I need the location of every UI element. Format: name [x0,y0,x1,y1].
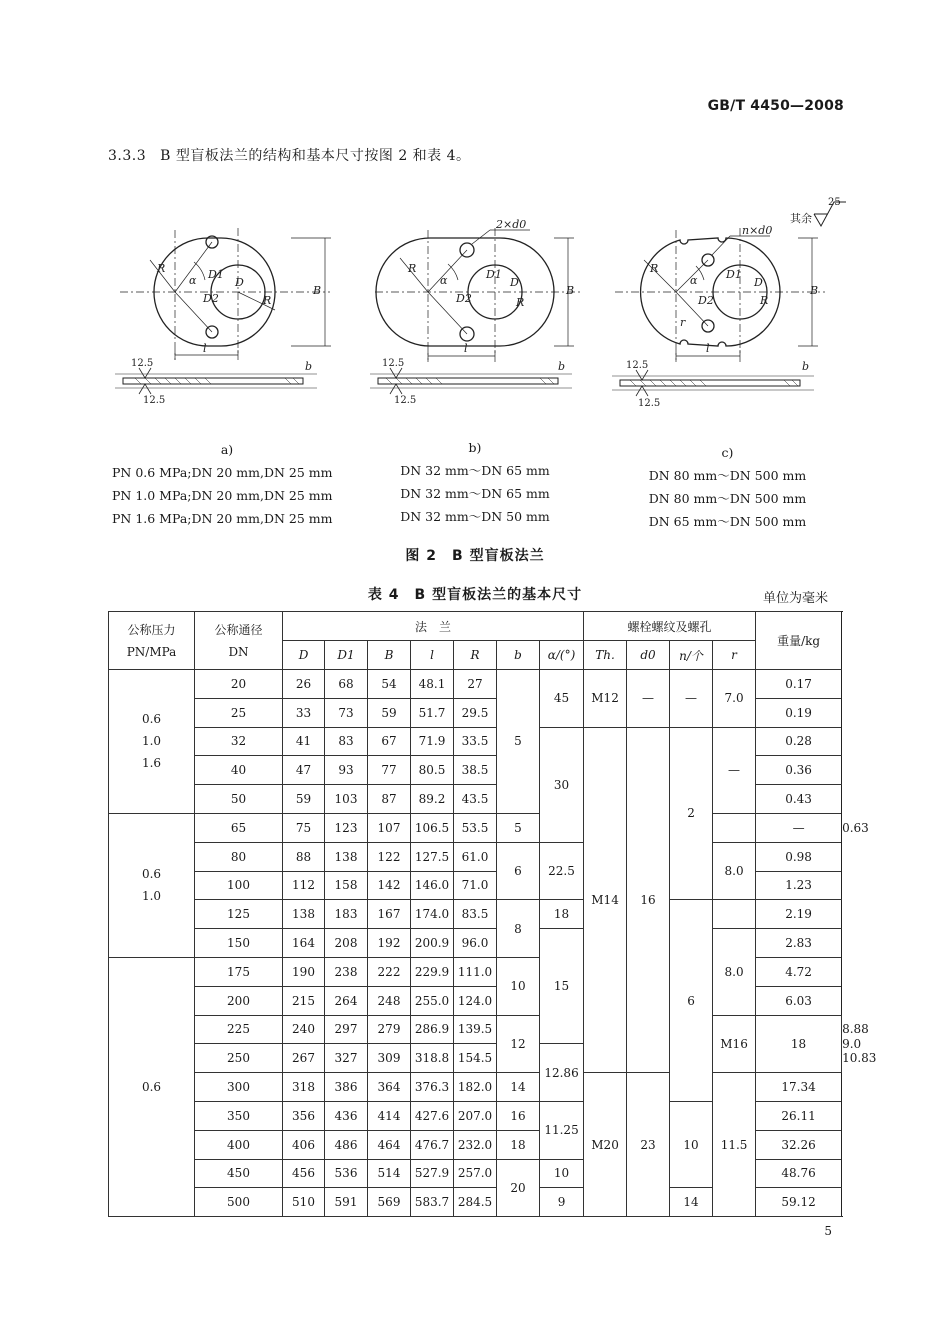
cell-weight: 26.11 [756,1101,842,1130]
label-B: B [566,284,575,297]
cell-D1: 264 [325,986,368,1015]
cell-l: 146.0 [411,871,454,900]
label-D: D [754,276,763,289]
cell-R: 257.0 [454,1159,497,1188]
cell-R: 29.5 [454,698,497,727]
subfigure-b-line: DN 32 mm～DN 65 mm [400,486,550,501]
cell-D: 190 [283,957,325,986]
cell-b: 8 [497,900,540,958]
cell-th: M20 [584,1073,627,1217]
label-D2: D2 [203,292,219,305]
cell-dn: 125 [195,900,283,929]
cell-th: M14 [584,727,627,1073]
cell-dn: 65 [195,813,283,842]
page-number: 5 [824,1224,832,1238]
cell-dn: 400 [195,1130,283,1159]
cell-b: 5 [497,813,540,842]
cell-D: 59 [283,785,325,814]
cell-D: 33 [283,698,325,727]
label-r: r [680,316,686,329]
cell-weight: 2.19 [756,900,842,929]
label-l: l [203,342,207,355]
cell-D1: 138 [325,842,368,871]
cell-alpha: 9 [540,1188,584,1217]
cell-weight: 59.12 [756,1188,842,1217]
header-r: r [713,641,756,670]
table-row: 225 240 297 279 286.9 139.5 12 M16 18 9.0 8.88 [109,1015,842,1044]
cell-dn: 50 [195,785,283,814]
cell-weight: 0.19 [756,698,842,727]
cell-weight: 1.23 [756,871,842,900]
cell-alpha: 11.25 [540,1101,584,1159]
subfigure-a-line: PN 1.0 MPa;DN 20 mm,DN 25 mm [112,488,333,503]
cell-dn: 250 [195,1044,283,1073]
cell-D: 510 [283,1188,325,1217]
cell-b: 14 [497,1073,540,1102]
cell-D1: 386 [325,1073,368,1102]
cell-D1: 83 [325,727,368,756]
cell-weight: 17.34 [756,1073,842,1102]
table-row [109,842,842,871]
cell-th: M12 [584,670,627,728]
label-R: R [157,262,166,275]
cell-alpha: 12.86 [540,1044,584,1102]
cell-D1: 591 [325,1188,368,1217]
cell-l: 106.5 [411,813,454,842]
cell-R: 43.5 [454,785,497,814]
cell-R: 83.5 [454,900,497,929]
cell-alpha: 22.5 [540,842,584,900]
cell-dn: 225 [195,1015,283,1044]
label-R-small: R [760,294,769,307]
cell-D1: 68 [325,670,368,699]
cell-D: 138 [283,900,325,929]
cell-l: 51.7 [411,698,454,727]
header-n: n/个 [670,641,713,670]
cell-b: 10 [497,957,540,1015]
cell-l: 80.5 [411,756,454,785]
header-D1: D1 [325,641,368,670]
flange-drawing-c [600,200,850,420]
label-l: l [706,342,710,355]
roughness-back-a: 12.5 [143,395,166,406]
cell-D: 456 [283,1159,325,1188]
cell-R: 124.0 [454,986,497,1015]
pn-group-2 [109,813,195,957]
table-title: 表 4 B 型盲板法兰的基本尺寸 [367,587,583,603]
label-D1: D1 [726,268,742,281]
header-dn-unit: DN [228,644,249,659]
cell-weight: 0.36 [756,756,842,785]
cell-weight: 32.26 [756,1130,842,1159]
header-B: B [368,641,411,670]
cell-B: 248 [368,986,411,1015]
figure-a-drawing [105,200,355,420]
cell-dn: 100 [195,871,283,900]
pn-group-1 [109,670,195,814]
clause-paragraph [108,145,471,165]
flange-drawing-a [105,200,355,420]
header-l: l [411,641,454,670]
cell-dn: 150 [195,929,283,958]
roughness-back-c: 12.5 [638,398,661,409]
subfigure-c-line: DN 65 mm～DN 500 mm [648,514,807,529]
label-D: D [235,276,244,289]
cell-dn: 20 [195,670,283,699]
cell-alpha: 45 [540,670,584,728]
table-header-row [109,612,842,641]
pn-group-3 [109,957,195,1216]
cell-alpha-empty [713,813,756,842]
table-row [109,727,842,756]
subfigure-c-caption [640,441,815,533]
cell-l: 318.8 [411,1044,454,1073]
cell-D: 88 [283,842,325,871]
cell-d0: 23 [627,1073,670,1217]
header-dn-label: 公称通径 [214,622,263,637]
cell-B: 77 [368,756,411,785]
pn-value: 1.0 [141,889,162,904]
cell-R: 207.0 [454,1101,497,1130]
cell-d0: — [627,670,670,728]
cell-l: 527.9 [411,1159,454,1188]
cell-dn: 200 [195,986,283,1015]
cell-l: 286.9 [411,1015,454,1044]
cell-D: 164 [283,929,325,958]
cell-B: 192 [368,929,411,958]
label-b: b [802,360,810,373]
pn-value: 1.0 [141,734,162,749]
cell-D1: 536 [325,1159,368,1188]
cell-r: 8.0 [713,842,756,900]
roughness-rest-label: 其余 [790,212,812,225]
header-D: D [283,641,325,670]
cell-R: 139.5 [454,1015,497,1044]
cell-D: 356 [283,1101,325,1130]
cell-D: 318 [283,1073,325,1102]
clause-number: 3.3.3 [108,148,147,164]
label-R: R [650,262,659,275]
cell-n: — [670,670,713,728]
cell-D1: 297 [325,1015,368,1044]
label-D1: D1 [208,268,224,281]
table-row [109,670,842,699]
label-hole-c: n×d0 [742,224,773,237]
cell-dn: 25 [195,698,283,727]
cell-b: 16 [497,1101,540,1130]
cell-l: 376.3 [411,1073,454,1102]
cell-D: 75 [283,813,325,842]
cell-l: 89.2 [411,785,454,814]
cell-R: 182.0 [454,1073,497,1102]
cell-dn: 175 [195,957,283,986]
cell-D1: 208 [325,929,368,958]
label-D2: D2 [456,292,472,305]
cell-R: 71.0 [454,871,497,900]
dimension-table [108,611,877,1217]
cell-D1: 238 [325,957,368,986]
cell-B: 122 [368,842,411,871]
cell-D: 26 [283,670,325,699]
header-R: R [454,641,497,670]
label-alpha: α [189,274,197,287]
cell-R: 154.5 [454,1044,497,1073]
cell-B: 309 [368,1044,411,1073]
label-b: b [305,360,313,373]
cell-th: M16 [713,1015,756,1073]
cell-n: 2 [670,727,713,900]
label-alpha: α [440,274,448,287]
cell-B: 569 [368,1188,411,1217]
cell-B: 279 [368,1015,411,1044]
cell-D: 267 [283,1044,325,1073]
cell-B: 142 [368,871,411,900]
cell-D1: 486 [325,1130,368,1159]
cell-d0: 16 [627,727,670,1073]
cell-l: 583.7 [411,1188,454,1217]
label-D1: D1 [486,268,502,281]
cell-B: 59 [368,698,411,727]
cell-l: 71.9 [411,727,454,756]
header-b: b [497,641,540,670]
label-B: B [810,284,819,297]
pn-value: 0.6 [141,867,162,882]
cell-D1: 158 [325,871,368,900]
subfigure-a-label: a) [220,442,234,457]
label-alpha: α [690,274,698,287]
subfigure-a-line: PN 1.6 MPa;DN 20 mm,DN 25 mm [112,511,333,526]
cell-D1: 73 [325,698,368,727]
cell-dn: 500 [195,1188,283,1217]
table-row [109,929,842,958]
cell-n: 6 [670,900,713,1102]
label-R: R [408,262,417,275]
cell-r: 8.0 [713,929,756,1015]
cell-B: 364 [368,1073,411,1102]
cell-D1: 436 [325,1101,368,1130]
subfigure-b-line: DN 32 mm～DN 50 mm [400,509,550,524]
roughness-face-b: 12.5 [382,358,405,369]
cell-B: 107 [368,813,411,842]
cell-B: 464 [368,1130,411,1159]
label-D: D [510,276,519,289]
cell-R: 96.0 [454,929,497,958]
figure-title: 图 2 B 型盲板法兰 [405,548,545,564]
cell-R: 27 [454,670,497,699]
cell-dn: 80 [195,842,283,871]
cell-r: 7.0 [713,670,756,728]
cell-B: 67 [368,727,411,756]
label-D2: D2 [698,294,714,307]
cell-D: 47 [283,756,325,785]
cell-R: 33.5 [454,727,497,756]
table-row [109,1073,842,1102]
cell-D: 215 [283,986,325,1015]
cell-D: 41 [283,727,325,756]
cell-D1: 123 [325,813,368,842]
subfigure-b-caption [395,436,555,528]
cell-D: 112 [283,871,325,900]
table-row [109,900,842,929]
cell-D1: 327 [325,1044,368,1073]
cell-dn: 40 [195,756,283,785]
cell-D1: 93 [325,756,368,785]
clause-text: B 型盲板法兰的结构和基本尺寸按图 2 和表 4。 [160,148,471,164]
cell-R: 53.5 [454,813,497,842]
cell-l: 427.6 [411,1101,454,1130]
cell-D: 406 [283,1130,325,1159]
cell-D1: 103 [325,785,368,814]
cell-dn: 450 [195,1159,283,1188]
cell-R: 61.0 [454,842,497,871]
header-weight: 重量/kg [756,612,842,670]
cell-l: 127.5 [411,842,454,871]
cell-b: 20 [497,1159,540,1217]
cell-weight: 0.28 [756,727,842,756]
flange-drawing-b [360,200,610,420]
cell-D1: 183 [325,900,368,929]
header-d0: d0 [627,641,670,670]
header-bolt: 螺栓螺纹及螺孔 [584,612,756,641]
cell-alpha: 30 [540,727,584,842]
header-pn-label: 公称压力 [127,622,176,637]
cell-r-empty [713,900,756,929]
cell-dn: 350 [195,1101,283,1130]
cell-weight: 0.43 [756,785,842,814]
cell-l: 48.1 [411,670,454,699]
cell-B: 514 [368,1159,411,1188]
cell-b: 5 [497,670,540,814]
pn-value: 0.6 [141,712,162,727]
cell-b: 18 [497,1130,540,1159]
cell-l: 476.7 [411,1130,454,1159]
label-l: l [464,342,468,355]
cell-B: 222 [368,957,411,986]
header-pn [109,612,195,670]
cell-n: 10 [670,1101,713,1187]
subfigure-b-label: b) [468,440,482,455]
header-alpha: α/(°) [540,641,584,670]
cell-b: 12 [497,1015,540,1073]
cell-r: — [756,813,842,842]
table-row: 250 267 327 309 318.8 154.5 12.86 10.83 [109,1044,842,1073]
subfigure-c-line: DN 80 mm～DN 500 mm [648,491,807,506]
figure-b-drawing [360,200,610,420]
subfigure-c-line: DN 80 mm～DN 500 mm [648,468,807,483]
cell-r: — [713,727,756,813]
roughness-face-c: 12.5 [626,360,649,371]
cell-dn: 32 [195,727,283,756]
cell-l: 174.0 [411,900,454,929]
cell-alpha: 18 [540,900,584,929]
cell-R: 232.0 [454,1130,497,1159]
standard-number: GB/T 4450—2008 [707,98,844,114]
subfigure-c-label: c) [721,445,734,460]
cell-l: 200.9 [411,929,454,958]
header-th: Th. [584,641,627,670]
cell-l: 229.9 [411,957,454,986]
cell-B: 87 [368,785,411,814]
table-unit: 单位为毫米 [762,591,828,606]
label-b: b [558,360,566,373]
cell-n: 14 [670,1188,713,1217]
pn-value: 1.6 [141,756,162,771]
cell-D: 240 [283,1015,325,1044]
cell-weight: 2.83 [756,929,842,958]
cell-r: 11.5 [713,1073,756,1217]
cell-weight: 0.17 [756,670,842,699]
label-R-small: R [263,294,272,307]
subfigure-a-caption [112,438,342,530]
pn-value: 0.6 [141,1080,162,1095]
label-R-small: R [516,296,525,309]
cell-d0: 18 [756,1015,842,1073]
cell-l: 255.0 [411,986,454,1015]
cell-R: 38.5 [454,756,497,785]
cell-weight: 48.76 [756,1159,842,1188]
roughness-rest-value: 25 [828,197,841,208]
cell-alpha: 10 [540,1159,584,1188]
table-row: 0.6 1.0 65 75 123 107 106.5 53.5 5 — 0.63 [109,813,842,842]
cell-B: 414 [368,1101,411,1130]
label-B: B [313,284,322,297]
header-flange: 法 兰 [283,612,584,641]
subfigure-a-line: PN 0.6 MPa;DN 20 mm,DN 25 mm [112,465,333,480]
label-hole-b: 2×d0 [496,218,527,231]
cell-R: 111.0 [454,957,497,986]
cell-alpha: 15 [540,929,584,1044]
header-dn [195,612,283,670]
cell-dn: 300 [195,1073,283,1102]
cell-B: 54 [368,670,411,699]
cell-weight: 6.03 [756,986,842,1015]
cell-B: 167 [368,900,411,929]
roughness-back-b: 12.5 [394,395,417,406]
cell-weight: 0.98 [756,842,842,871]
roughness-face-a: 12.5 [131,358,154,369]
cell-b: 6 [497,842,540,900]
header-pn-unit: PN/MPa [126,644,177,659]
cell-R: 284.5 [454,1188,497,1217]
figure-c-drawing [600,200,850,420]
cell-weight: 4.72 [756,957,842,986]
subfigure-b-line: DN 32 mm～DN 65 mm [400,463,550,478]
